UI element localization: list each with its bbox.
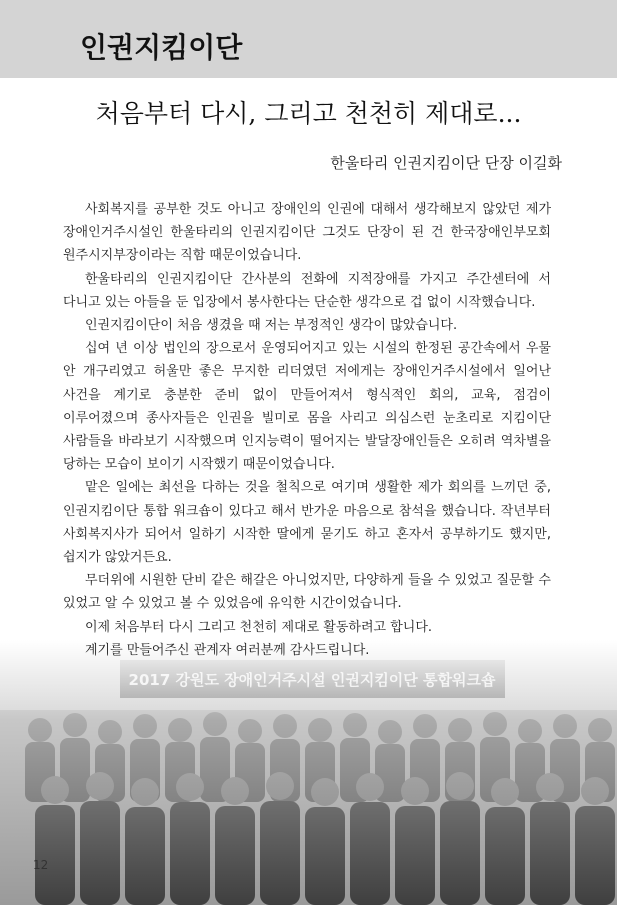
group-photo xyxy=(0,640,617,905)
article-byline: 한울타리 인권지킴이단 단장 이길화 xyxy=(330,154,562,172)
article-paragraph: 계기를 만들어주신 관계자 여러분께 감사드립니다. xyxy=(85,642,370,658)
section-title: 인권지킴이단 xyxy=(80,31,243,64)
page-number: 12 xyxy=(33,858,49,872)
article-body xyxy=(63,198,551,662)
article-paragraph: 무더위에 시원한 단비 같은 해갈은 아니었지만, 다양하게 들을 수 있었고 질문할 수 있었고 알 수 있었고 볼 수 있었음에 유익한 시간이었습니다. xyxy=(63,573,551,612)
article-paragraph: 한울타리의 인권지킴이단 간사분의 전화에 지적장애를 가지고 주간센터에 서 다니고 있는 아들을 둔 입장에서 봉사한다는 단순한 생각으로 겁 없이 시작했습니다. xyxy=(63,271,551,310)
group-photo-image xyxy=(0,640,617,905)
article-paragraph: 맡은 일에는 최선을 다하는 것을 철칙으로 여기며 생활한 제가 회의를 느끼던 중, 인권지킴이단 통합 워크숍이 있다고 해서 반가운 마음으로 참석을 했습니다. 작년부터 사회복지사가 되어서 일하기 시작한 딸에게 묻기도 하고 혼자서 공부하기도 했지만, 쉽지가 않았거든요. xyxy=(63,480,551,566)
article-paragraph: 사회복지를 공부한 것도 아니고 장애인의 인권에 대해서 생각해보지 않았던 제가 장애인거주시설인 한울타리의 인권지킴이단 그것도 단장이 된 건 한국장애인부모회 원주시지부장이라는 직함 때문이었습니다. xyxy=(63,202,551,264)
article-paragraph: 십여 년 이상 법인의 장으로서 운영되어지고 있는 시설의 한정된 공간속에서 우물 안 개구리였고 허울만 좋은 무지한 리더였던 저에게는 장애인거주시설에서 일어난 사건을 계기로 충분한 준비 없이 만들어져서 형식적인 회의, 교육, 점검이 이루어졌으며 종사자들은 인권을 빌미로 몸을 사리고 의심스런 눈초리로 지킴이단 사람들을 바라보기 시작했으며 인지능력이 떨어지는 발달장애인들은 오히려 역차별을 당하는 모습이 보이기 시작했기 때문이었습니다. xyxy=(63,341,551,473)
article-title: 처음부터 다시, 그리고 천천히 제대로... xyxy=(95,99,522,128)
article-paragraph: 이제 처음부터 다시 그리고 천천히 제대로 활동하려고 합니다. xyxy=(85,619,433,635)
article-paragraph: 인권지킴이단이 처음 생겼을 때 저는 부정적인 생각이 많았습니다. xyxy=(85,318,458,334)
